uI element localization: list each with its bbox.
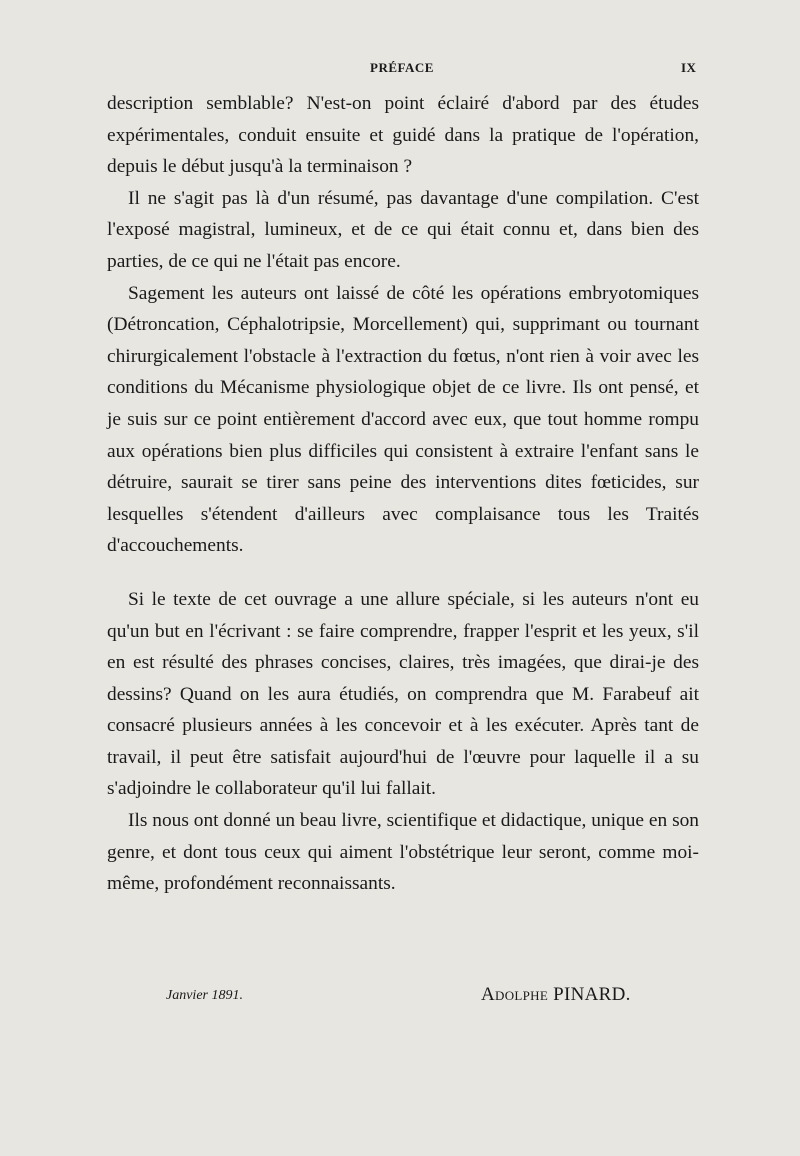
body-text	[107, 88, 699, 900]
running-header	[0, 60, 800, 80]
signature-block	[0, 984, 800, 1014]
paragraph-2: Il ne s'agit pas là d'un résumé, pas davantage d'une compilation. C'est l'exposé magistral, lumineux, et de ce qui était connu et, dans bien des parties, de ce qui ne l'était pas encore.	[107, 187, 699, 272]
paragraph-4: Si le texte de cet ouvrage a une allure spéciale, si les auteurs n'ont eu qu'un but en l'écrivant : se faire comprendre, frapper l'esprit et les yeux, s'il en est résulté des phrases concises, claires, très imagées, que dirai-je des dessins? Quand on les aura étudiés, on comprendra que M. Farabeuf ait consacré plusieurs années à les concevoir et à les exécuter. Après tant de travail, il peut être satisfait aujourd'hui de l'œuvre pour laquelle il a su s'adjoindre le collaborateur qu'il lui fallait.	[107, 588, 699, 800]
page-number: IX	[681, 60, 697, 75]
paragraph-3: Sagement les auteurs ont laissé de côté les opérations embryotomiques (Détroncation, Céphalotripsie, Morcellement) qui, supprimant ou tournant chirurgicalement l'obstacle à l'extraction du fœtus, n'ont rien à voir avec les conditions du Mécanisme physiologique objet de ce livre. Ils ont pensé, et je suis sur ce point entièrement d'accord avec eux, que tout homme rompu aux opérations bien plus difficiles qui consistent à extraire l'enfant sans le détruire, saurait se tirer sans peine des interventions dites fœticides, sur lesquelles s'étendent d'ailleurs avec complaisance tous les Traités d'accouchements.	[107, 282, 699, 557]
signature-author: Adolphe PINARD.	[481, 984, 631, 1005]
running-title: PRÉFACE	[370, 60, 434, 75]
paragraph-1: description semblable? N'est-on point éclairé d'abord par des études expérimentales, conduit ensuite et guidé dans la pratique de l'opération, depuis le début jusqu'à la terminaison ?	[107, 93, 699, 178]
paragraph-5: Ils nous ont donné un beau livre, scientifique et didactique, unique en son genre, et dont tous ceux qui aiment l'obstétrique leur seront, comme moi-même, profondément reconnaissants.	[107, 810, 699, 895]
signature-date: Janvier 1891.	[166, 988, 243, 1003]
